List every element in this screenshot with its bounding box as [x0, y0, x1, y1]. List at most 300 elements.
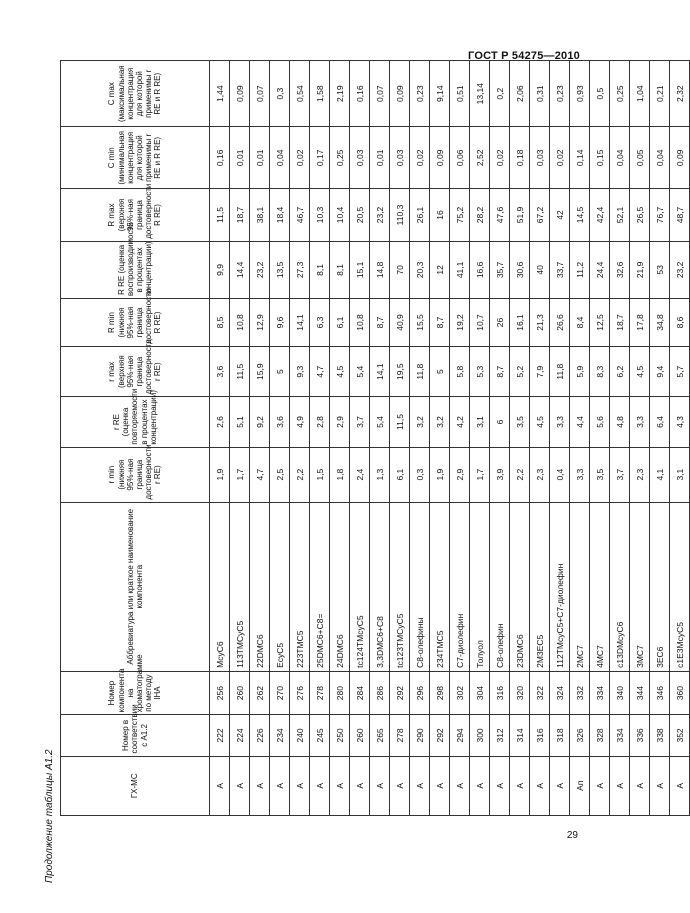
table-cell: 328	[590, 715, 610, 756]
table-cell: 14,5	[570, 189, 590, 242]
table-cell: 16	[430, 189, 450, 242]
table-cell: 2,8	[310, 397, 330, 447]
table-cell: 322	[530, 671, 550, 714]
table-cell: 0,06	[450, 127, 470, 189]
table-cell: 9,4	[650, 347, 670, 397]
table-cell: А	[370, 756, 390, 815]
table-cell: 0,15	[590, 127, 610, 189]
table-cell: А	[410, 756, 430, 815]
table-cell: 10,3	[310, 189, 330, 242]
table-cell: 4,3	[670, 397, 690, 447]
table-row	[610, 61, 630, 816]
table-cell: 0,3	[270, 61, 290, 127]
table-cell: 3,1	[670, 447, 690, 502]
table-cell: 3MC7	[630, 502, 650, 671]
column-header: C max (максимальная концентрация для которой применимы r RE и R RE)	[61, 61, 210, 127]
table-cell: 0,01	[370, 127, 390, 189]
table-cell: 53	[650, 241, 670, 298]
table-cell: 222	[210, 715, 230, 756]
table-cell: 1,8	[330, 447, 350, 502]
table-cell: 10,4	[330, 189, 350, 242]
table-cell: 0,03	[350, 127, 370, 189]
table-cell: 8,7	[490, 347, 510, 397]
table-cell: 42,4	[590, 189, 610, 242]
table-cell: 294	[450, 715, 470, 756]
table-cell: 19,5	[390, 347, 410, 397]
table-cell: 3,5	[510, 397, 530, 447]
table-cell: 9,9	[210, 241, 230, 298]
table-caption: Продолжение таблицы А1.2	[44, 749, 55, 883]
table-cell: 292	[430, 715, 450, 756]
table-cell: 338	[650, 715, 670, 756]
table-cell: А	[330, 756, 350, 815]
table-row	[590, 61, 610, 816]
table-cell: 2,19	[330, 61, 350, 127]
table-cell: 13,14	[470, 61, 490, 127]
table-cell: 245	[310, 715, 330, 756]
table-cell: 23,2	[370, 189, 390, 242]
table-cell: 40	[530, 241, 550, 298]
table-cell: 8,1	[330, 241, 350, 298]
table-cell: 4,7	[310, 347, 330, 397]
table-cell: А	[610, 756, 630, 815]
table-cell: 13,5	[270, 241, 290, 298]
table-cell: 48,7	[670, 189, 690, 242]
table-cell: 2,2	[510, 447, 530, 502]
table-cell: 3,7	[610, 447, 630, 502]
table-cell: 6,1	[330, 298, 350, 346]
table-row	[270, 61, 290, 816]
table-cell: 34,8	[650, 298, 670, 346]
table-cell: 270	[270, 671, 290, 714]
table-cell: 0,14	[570, 127, 590, 189]
table-cell: 18,7	[610, 298, 630, 346]
table-row	[430, 61, 450, 816]
table-cell: 226	[250, 715, 270, 756]
table-cell: 0,02	[410, 127, 430, 189]
table-cell: 24DMC6	[330, 502, 350, 671]
table-cell: 5,6	[590, 397, 610, 447]
table-cell: 3,6	[210, 347, 230, 397]
table-cell: 0,04	[270, 127, 290, 189]
table-cell: Толуол	[470, 502, 490, 671]
table-cell: 344	[630, 671, 650, 714]
table-cell: 3,5	[590, 447, 610, 502]
table-cell: 14,1	[290, 298, 310, 346]
table-cell: 0,03	[390, 127, 410, 189]
table-cell: 8,6	[670, 298, 690, 346]
table-cell: 11,5	[230, 347, 250, 397]
column-header: R RE (оценка воспроизводимости в процентах концентрации)	[61, 241, 210, 298]
table-cell: 0,3	[410, 447, 430, 502]
table-cell: 316	[490, 671, 510, 714]
table-cell: tc123TMCyC5	[390, 502, 410, 671]
table-row	[650, 61, 670, 816]
table-cell: 12,5	[590, 298, 610, 346]
table-cell: 12,9	[250, 298, 270, 346]
table-cell: 0,16	[350, 61, 370, 127]
table-cell: А	[490, 756, 510, 815]
standard-header: ГОСТ Р 54275—2010	[468, 50, 580, 62]
column-header: r RE (оценка повторяемости в процентах концентрации)	[61, 397, 210, 447]
table-cell: 4,5	[330, 347, 350, 397]
table-cell: 352	[670, 715, 690, 756]
table-cell: 2M3EC5	[530, 502, 550, 671]
table-cell: 3,1	[470, 397, 490, 447]
column-header: Аббревиатура или краткое наименование компонента	[61, 502, 210, 671]
table-cell: 9,3	[290, 347, 310, 397]
table-cell: 4,9	[290, 397, 310, 447]
table-row	[250, 61, 270, 816]
table-cell: 110,3	[390, 189, 410, 242]
table-cell: 0,4	[550, 447, 570, 502]
table-cell: 2,2	[290, 447, 310, 502]
table-cell: 0,25	[610, 61, 630, 127]
table-cell: 3,3DMC6+C8	[370, 502, 390, 671]
table-row	[530, 61, 550, 816]
table-cell: 8,7	[430, 298, 450, 346]
table-cell: 0,02	[490, 127, 510, 189]
table-cell: 284	[350, 671, 370, 714]
table-row	[410, 61, 430, 816]
table-cell: 0,23	[550, 61, 570, 127]
table-cell: 262	[250, 671, 270, 714]
table-cell: 19,2	[450, 298, 470, 346]
table-cell: 0,2	[490, 61, 510, 127]
table-row	[450, 61, 470, 816]
column-header: r min (нижняя 95%-ная граница достоверности r RE)	[61, 447, 210, 502]
table-cell: 4,2	[450, 397, 470, 447]
table-cell: 302	[450, 671, 470, 714]
table-cell: 70	[390, 241, 410, 298]
table-cell: 9,6	[270, 298, 290, 346]
table-cell: 6,4	[650, 397, 670, 447]
table-cell: 20,3	[410, 241, 430, 298]
table-cell: 11,2	[570, 241, 590, 298]
table-cell: 76,7	[650, 189, 670, 242]
table-cell: 1,9	[430, 447, 450, 502]
table-cell: А	[430, 756, 450, 815]
table-row	[510, 61, 530, 816]
table-row	[390, 61, 410, 816]
table-cell: 334	[610, 715, 630, 756]
table-cell: 3,3	[630, 397, 650, 447]
table-cell: 26,6	[550, 298, 570, 346]
table-header-row	[61, 61, 210, 816]
table-cell: 3,7	[350, 397, 370, 447]
table-cell: 0,09	[670, 127, 690, 189]
table-cell: 4,8	[610, 397, 630, 447]
table-cell: 260	[230, 671, 250, 714]
table-cell: 0,02	[290, 127, 310, 189]
table-cell: 35,7	[490, 241, 510, 298]
table-cell: 223TMC5	[290, 502, 310, 671]
table-cell: А	[550, 756, 570, 815]
table-cell: 4,1	[650, 447, 670, 502]
table-cell: А	[590, 756, 610, 815]
table-cell: 3EC6	[650, 502, 670, 671]
table-cell: А	[530, 756, 550, 815]
table-cell: 250	[330, 715, 350, 756]
table-cell: А	[250, 756, 270, 815]
table-cell: 16,1	[510, 298, 530, 346]
table-cell: 0,07	[250, 61, 270, 127]
table-cell: 2,06	[510, 61, 530, 127]
table-cell: А	[630, 756, 650, 815]
table-row	[370, 61, 390, 816]
table-cell: 2,4	[350, 447, 370, 502]
table-cell: 32,6	[610, 241, 630, 298]
table-cell: 14,1	[370, 347, 390, 397]
table-cell: 15,1	[350, 241, 370, 298]
table-cell: 6	[490, 397, 510, 447]
table-cell: 3,2	[410, 397, 430, 447]
table-cell: 1,3	[370, 447, 390, 502]
table-cell: 336	[630, 715, 650, 756]
table-cell: 4,5	[630, 347, 650, 397]
table-cell: А	[230, 756, 250, 815]
table-cell: 33,7	[550, 241, 570, 298]
table-cell: 10,7	[470, 298, 490, 346]
column-header: Номер компонента на хроматограмме по методу IHA	[61, 671, 210, 714]
table-cell: 298	[430, 671, 450, 714]
table-cell: 113TMCyC5	[230, 502, 250, 671]
table-cell: 3,9	[490, 447, 510, 502]
table-cell: 0,31	[530, 61, 550, 127]
table-cell: 8,1	[310, 241, 330, 298]
table-cell: 0,05	[630, 127, 650, 189]
table-cell: 3,3	[570, 447, 590, 502]
table-row	[230, 61, 250, 816]
table-cell: А	[210, 756, 230, 815]
table-cell: А	[650, 756, 670, 815]
table-cell: 278	[390, 715, 410, 756]
table-cell: 51,9	[510, 189, 530, 242]
table-cell: 0,21	[650, 61, 670, 127]
table-row	[310, 61, 330, 816]
table-cell: 27,3	[290, 241, 310, 298]
table-cell: 5,9	[570, 347, 590, 397]
table-cell: 5,4	[370, 397, 390, 447]
table-cell: 0,16	[210, 127, 230, 189]
rotated-table-container	[60, 60, 685, 816]
table-row	[330, 61, 350, 816]
table-cell: 0,25	[330, 127, 350, 189]
table-cell: 40,9	[390, 298, 410, 346]
table-cell: 256	[210, 671, 230, 714]
table-cell: 0,09	[230, 61, 250, 127]
table-cell: 0,23	[410, 61, 430, 127]
table-cell: А	[670, 756, 690, 815]
table-cell: 0,09	[430, 127, 450, 189]
table-cell: 42	[550, 189, 570, 242]
table-cell: 12	[430, 241, 450, 298]
table-cell: 23DMC6	[510, 502, 530, 671]
table-cell: 234TMC5	[430, 502, 450, 671]
table-cell: 21,9	[630, 241, 650, 298]
table-cell: 0,17	[310, 127, 330, 189]
table-row	[570, 61, 590, 816]
table-cell: 15,9	[250, 347, 270, 397]
table-body	[210, 61, 690, 816]
table-cell: 360	[670, 671, 690, 714]
table-cell: 18,4	[270, 189, 290, 242]
table-cell: C8-олефины	[410, 502, 430, 671]
table-cell: 1,5	[310, 447, 330, 502]
table-cell: 0,04	[650, 127, 670, 189]
table-cell: 9,14	[430, 61, 450, 127]
table-cell: 11,5	[210, 189, 230, 242]
table-cell: 0,09	[390, 61, 410, 127]
table-cell: 26,1	[410, 189, 430, 242]
table-cell: 26	[490, 298, 510, 346]
table-cell: 26,5	[630, 189, 650, 242]
table-cell: 332	[570, 671, 590, 714]
table-cell: 2,32	[670, 61, 690, 127]
table-cell: 11,5	[390, 397, 410, 447]
table-cell: А	[450, 756, 470, 815]
table-row	[670, 61, 690, 816]
table-cell: 318	[550, 715, 570, 756]
table-cell: А	[390, 756, 410, 815]
table-cell: 296	[410, 671, 430, 714]
table-cell: 8,7	[370, 298, 390, 346]
table-cell: 8,5	[210, 298, 230, 346]
table-cell: 0,51	[450, 61, 470, 127]
table-cell: 0,54	[290, 61, 310, 127]
table-cell: 24,4	[590, 241, 610, 298]
table-cell: 0,93	[570, 61, 590, 127]
table-cell: 0,18	[510, 127, 530, 189]
table-cell: 0,04	[610, 127, 630, 189]
table-cell: А	[470, 756, 490, 815]
table-cell: 2,52	[470, 127, 490, 189]
table-cell: 276	[290, 671, 310, 714]
table-cell: 340	[610, 671, 630, 714]
table-cell: 17,8	[630, 298, 650, 346]
table-cell: 6,3	[310, 298, 330, 346]
table-cell: C8-олефин	[490, 502, 510, 671]
table-cell: 47,6	[490, 189, 510, 242]
table-cell: 14,8	[370, 241, 390, 298]
table-cell: А	[350, 756, 370, 815]
table-cell: 316	[530, 715, 550, 756]
table-cell: 292	[390, 671, 410, 714]
table-cell: 30,6	[510, 241, 530, 298]
table-cell: 6,2	[610, 347, 630, 397]
table-cell: 46,7	[290, 189, 310, 242]
column-header: R max (верхняя 95%-ная граница достоверности R RE)	[61, 189, 210, 242]
table-cell: 1,58	[310, 61, 330, 127]
table-cell: 9,2	[250, 397, 270, 447]
column-header: Номер в соответствии с А1.2	[61, 715, 210, 756]
table-cell: 0,01	[230, 127, 250, 189]
table-cell: А	[290, 756, 310, 815]
table-cell: c13DMcyC6	[610, 502, 630, 671]
table-cell: 6,1	[390, 447, 410, 502]
table-cell: 3,6	[270, 397, 290, 447]
table-cell: 5,2	[510, 347, 530, 397]
table-cell: 2,9	[330, 397, 350, 447]
table-cell: 265	[370, 715, 390, 756]
table-cell: А	[510, 756, 530, 815]
table-cell: 312	[490, 715, 510, 756]
table-cell: А	[270, 756, 290, 815]
table-cell: 304	[470, 671, 490, 714]
table-cell: 4,5	[530, 397, 550, 447]
table-cell: c1E3McyC5	[670, 502, 690, 671]
column-header: r max (верхняя 95%-ная граница достоверности r RE)	[61, 347, 210, 397]
table-cell: 0,07	[370, 61, 390, 127]
table-cell: 75,2	[450, 189, 470, 242]
table-cell: 112TMcyC5+C7-диолефин	[550, 502, 570, 671]
table-cell: 4MC7	[590, 502, 610, 671]
table-cell: 5,4	[350, 347, 370, 397]
column-header: R min (нижняя 95%-ная граница достоверности R RE)	[61, 298, 210, 346]
table-cell: Ап	[570, 756, 590, 815]
table-cell: 22DMC6	[250, 502, 270, 671]
table-cell: 14,4	[230, 241, 250, 298]
table-row	[490, 61, 510, 816]
table-cell: 2,5	[270, 447, 290, 502]
table-cell: 2,3	[630, 447, 650, 502]
table-cell: 41,1	[450, 241, 470, 298]
table-cell: 5	[270, 347, 290, 397]
table-row	[470, 61, 490, 816]
table-cell: 8,4	[570, 298, 590, 346]
table-cell: 5,3	[470, 347, 490, 397]
table-cell: 2MC7	[570, 502, 590, 671]
table-cell: 2,9	[450, 447, 470, 502]
table-cell: 4,7	[250, 447, 270, 502]
table-cell: 7,9	[530, 347, 550, 397]
column-header: C min (минимальная концентрация для которой применимы r RE и R RE)	[61, 127, 210, 189]
table-cell: 4,4	[570, 397, 590, 447]
table-cell: 38,1	[250, 189, 270, 242]
table-cell: McyC6	[210, 502, 230, 671]
table-cell: 1,7	[230, 447, 250, 502]
precision-table	[60, 60, 690, 816]
table-cell: 224	[230, 715, 250, 756]
table-cell: 5,7	[670, 347, 690, 397]
table-cell: 278	[310, 671, 330, 714]
table-cell: C7-диолефин	[450, 502, 470, 671]
table-cell: А	[310, 756, 330, 815]
table-cell: 0,01	[250, 127, 270, 189]
column-header: ГХ-МС	[61, 756, 210, 815]
table-cell: 3,2	[430, 397, 450, 447]
table-cell: 5,1	[230, 397, 250, 447]
table-cell: 11,8	[550, 347, 570, 397]
table-cell: 15,5	[410, 298, 430, 346]
table-cell: 8,3	[590, 347, 610, 397]
table-cell: 320	[510, 671, 530, 714]
table-cell: 0,03	[530, 127, 550, 189]
table-row	[350, 61, 370, 816]
table-cell: 280	[330, 671, 350, 714]
table-cell: 28,2	[470, 189, 490, 242]
table-cell: 3,3	[550, 397, 570, 447]
table-cell: 240	[290, 715, 310, 756]
table-cell: 5,8	[450, 347, 470, 397]
table-cell: 326	[570, 715, 590, 756]
table-cell: 25DMC6+C8=	[310, 502, 330, 671]
table-cell: 11,8	[410, 347, 430, 397]
table-cell: 0,02	[550, 127, 570, 189]
table-cell: 23,2	[670, 241, 690, 298]
table-cell: 2,6	[210, 397, 230, 447]
table-cell: 10,8	[350, 298, 370, 346]
